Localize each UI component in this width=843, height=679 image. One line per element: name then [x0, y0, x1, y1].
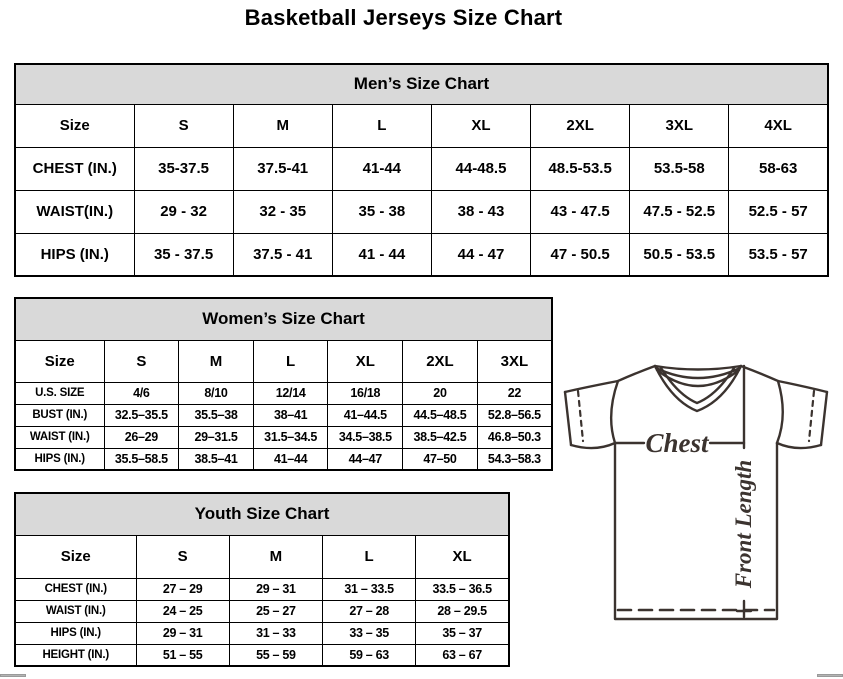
table-row	[15, 578, 509, 600]
size-cell: 27 – 29	[136, 578, 229, 600]
table-row	[15, 622, 509, 644]
size-cell: 22	[477, 382, 552, 404]
size-cell: 46.8–50.3	[477, 426, 552, 448]
table-row	[15, 190, 828, 233]
column-header: M	[233, 104, 332, 147]
mens-size-table	[14, 63, 829, 277]
size-cell: 38 - 43	[431, 190, 530, 233]
size-cell: 63 – 67	[416, 644, 509, 666]
size-cell: 48.5-53.5	[531, 147, 630, 190]
horizontal-scrollbar-fragment-left[interactable]	[0, 674, 26, 677]
size-cell: 8/10	[179, 382, 254, 404]
column-header: L	[253, 340, 328, 382]
size-cell: 41–44	[253, 448, 328, 470]
right-sleeve-seam	[777, 381, 783, 443]
row-label: CHEST (IN.)	[15, 147, 134, 190]
row-label: HIPS (IN.)	[15, 448, 104, 470]
column-header: S	[134, 104, 233, 147]
youth-table-title: Youth Size Chart	[15, 493, 509, 535]
column-header: S	[136, 535, 229, 578]
size-cell: 31.5–34.5	[253, 426, 328, 448]
left-shoulder	[565, 366, 655, 392]
page-title: Basketball Jerseys Size Chart	[244, 5, 563, 30]
size-cell: 55 – 59	[229, 644, 322, 666]
size-cell: 47 - 50.5	[531, 233, 630, 276]
size-cell: 26–29	[104, 426, 179, 448]
size-cell: 47–50	[403, 448, 478, 470]
column-header: L	[332, 104, 431, 147]
column-header: XL	[431, 104, 530, 147]
size-cell: 37.5-41	[233, 147, 332, 190]
table-header-row	[15, 340, 552, 382]
size-cell: 54.3–58.3	[477, 448, 552, 470]
column-header: XL	[416, 535, 509, 578]
size-cell: 41-44	[332, 147, 431, 190]
size-cell: 16/18	[328, 382, 403, 404]
size-cell: 44–47	[328, 448, 403, 470]
size-cell: 32.5–35.5	[104, 404, 179, 426]
table-row	[15, 493, 509, 535]
column-header: 2XL	[531, 104, 630, 147]
size-cell: 41–44.5	[328, 404, 403, 426]
size-cell: 31 – 33.5	[323, 578, 416, 600]
column-header: 2XL	[403, 340, 478, 382]
size-cell: 24 – 25	[136, 600, 229, 622]
size-cell: 35.5–38	[179, 404, 254, 426]
size-cell: 33 – 35	[323, 622, 416, 644]
left-sleeve-seam	[611, 381, 618, 443]
table-row	[15, 147, 828, 190]
size-cell: 31 – 33	[229, 622, 322, 644]
size-cell: 35 - 37.5	[134, 233, 233, 276]
size-cell: 38.5–41	[179, 448, 254, 470]
table-row	[15, 64, 828, 104]
size-cell: 44.5–48.5	[403, 404, 478, 426]
size-cell: 47.5 - 52.5	[630, 190, 729, 233]
size-cell: 41 - 44	[332, 233, 431, 276]
row-label: HIPS (IN.)	[15, 622, 136, 644]
size-cell: 38–41	[253, 404, 328, 426]
size-cell: 53.5 - 57	[729, 233, 828, 276]
size-cell: 50.5 - 53.5	[630, 233, 729, 276]
size-cell: 34.5–38.5	[328, 426, 403, 448]
table-row	[15, 426, 552, 448]
table-row	[15, 448, 552, 470]
row-label: HIPS (IN.)	[15, 233, 134, 276]
row-label: WAIST(IN.)	[15, 190, 134, 233]
size-cell: 43 - 47.5	[531, 190, 630, 233]
right-cuff-dashed-line	[809, 391, 814, 441]
table-row	[15, 644, 509, 666]
jersey-measurement-diagram	[557, 360, 838, 626]
column-header: XL	[328, 340, 403, 382]
column-header: M	[179, 340, 254, 382]
size-cell: 4/6	[104, 382, 179, 404]
youth-size-table	[14, 492, 510, 667]
size-cell: 32 - 35	[233, 190, 332, 233]
size-cell: 35 – 37	[416, 622, 509, 644]
column-header: Size	[15, 104, 134, 147]
left-underarm	[571, 443, 615, 448]
column-header: Size	[15, 340, 104, 382]
row-label: U.S. SIZE	[15, 382, 104, 404]
size-cell: 53.5-58	[630, 147, 729, 190]
size-cell: 58-63	[729, 147, 828, 190]
horizontal-scrollbar-fragment-right[interactable]	[817, 674, 843, 677]
column-header: 3XL	[477, 340, 552, 382]
size-cell: 38.5–42.5	[403, 426, 478, 448]
table-header-row	[15, 104, 828, 147]
size-cell: 27 – 28	[323, 600, 416, 622]
column-header: M	[229, 535, 322, 578]
right-shoulder	[741, 366, 827, 392]
row-label: HEIGHT (IN.)	[15, 644, 136, 666]
size-cell: 29 – 31	[136, 622, 229, 644]
size-cell: 33.5 – 36.5	[416, 578, 509, 600]
collar-top-arc	[655, 366, 741, 370]
table-row	[15, 233, 828, 276]
table-header-row	[15, 535, 509, 578]
row-label: WAIST (IN.)	[15, 600, 136, 622]
size-cell: 20	[403, 382, 478, 404]
size-cell: 29–31.5	[179, 426, 254, 448]
size-cell: 35-37.5	[134, 147, 233, 190]
chest-label: Chest	[645, 428, 709, 458]
table-row	[15, 382, 552, 404]
column-header: S	[104, 340, 179, 382]
table-row	[15, 298, 552, 340]
size-cell: 44 - 47	[431, 233, 530, 276]
size-cell: 35 - 38	[332, 190, 431, 233]
size-cell: 12/14	[253, 382, 328, 404]
row-label: WAIST (IN.)	[15, 426, 104, 448]
column-header: Size	[15, 535, 136, 578]
mens-table-title: Men’s Size Chart	[15, 64, 828, 104]
size-cell: 59 – 63	[323, 644, 416, 666]
row-label: CHEST (IN.)	[15, 578, 136, 600]
table-row	[15, 404, 552, 426]
size-cell: 29 - 32	[134, 190, 233, 233]
front-length-label: Front Length	[731, 459, 756, 589]
size-cell: 44-48.5	[431, 147, 530, 190]
size-cell: 28 – 29.5	[416, 600, 509, 622]
size-cell: 35.5–58.5	[104, 448, 179, 470]
size-cell: 52.8–56.5	[477, 404, 552, 426]
right-cuff-edge	[821, 392, 827, 445]
row-label: BUST (IN.)	[15, 404, 104, 426]
size-cell: 52.5 - 57	[729, 190, 828, 233]
left-cuff-dashed-line	[578, 391, 583, 441]
column-header: L	[323, 535, 416, 578]
table-row	[15, 600, 509, 622]
column-header: 4XL	[729, 104, 828, 147]
womens-table-title: Women’s Size Chart	[15, 298, 552, 340]
womens-size-table	[14, 297, 553, 471]
size-cell: 25 – 27	[229, 600, 322, 622]
size-cell: 37.5 - 41	[233, 233, 332, 276]
left-cuff-edge	[565, 392, 571, 445]
size-cell: 29 – 31	[229, 578, 322, 600]
right-underarm	[777, 443, 821, 448]
column-header: 3XL	[630, 104, 729, 147]
size-cell: 51 – 55	[136, 644, 229, 666]
